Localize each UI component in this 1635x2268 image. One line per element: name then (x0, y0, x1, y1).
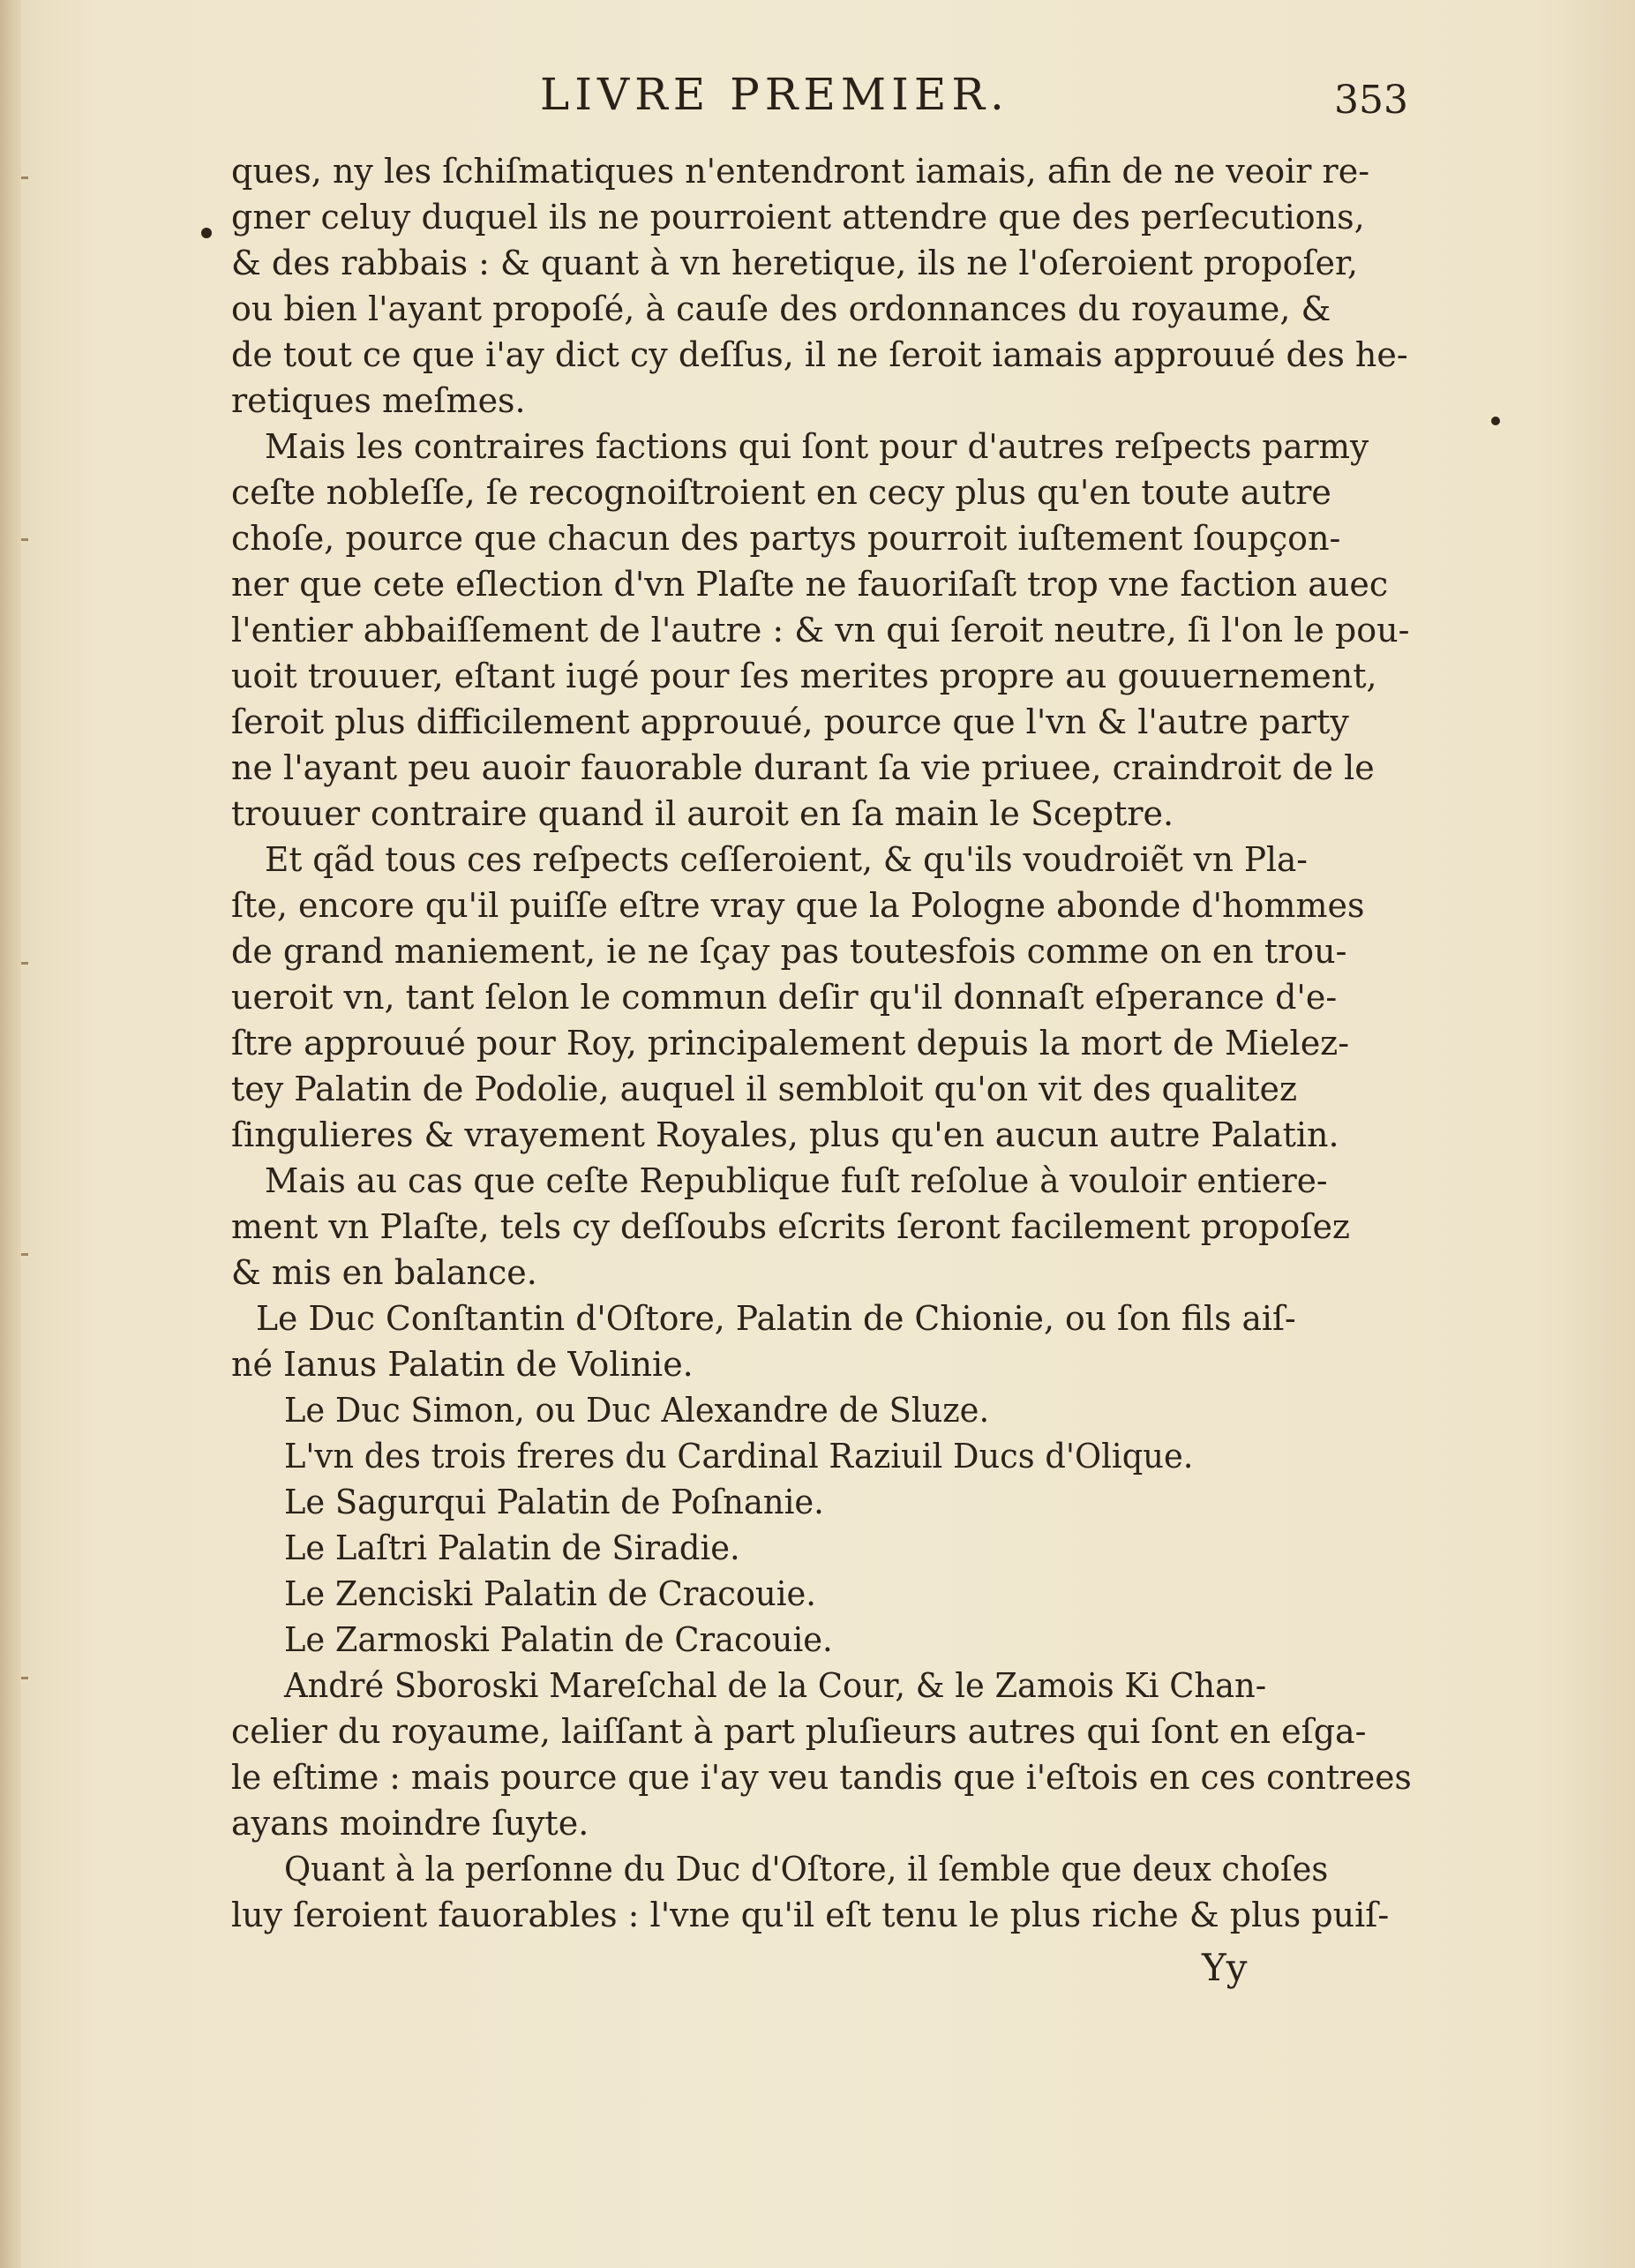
text-line: choſe, pource que chacun des partys pourroit iuſtement ſoupçon- (231, 519, 1341, 558)
text-line: ceſte nobleſſe, ſe recognoiſtroient en cecy plus qu'en toute autre (231, 473, 1331, 512)
edge-mark (21, 1253, 28, 1256)
text-line: gner celuy duquel ils ne pourroient attendre que des perſecutions, (231, 198, 1365, 237)
text-line: uoit trouuer, eſtant iugé pour ſes merites propre au gouuernement, (231, 657, 1377, 695)
list-item: né Ianus Palatin de Volinie. (231, 1345, 694, 1384)
list-item: Le Zenciski Palatin de Cracouie. (284, 1574, 816, 1613)
text-line: celier du royaume, laiſſant à part pluſieurs autres qui ſont en eſga- (231, 1712, 1367, 1751)
text-line: Mais les contraires factions qui ſont pour d'autres reſpects parmy (265, 427, 1369, 466)
edge-mark (21, 176, 28, 179)
edge-mark (21, 538, 28, 541)
text-line: ayans moindre ſuyte. (231, 1804, 589, 1843)
list-item: Le Sagurqui Palatin de Poſnanie. (284, 1483, 824, 1521)
text-line: ſtre approuué pour Roy, principalement depuis la mort de Mielez- (231, 1024, 1350, 1063)
text-line: ſingulieres & vrayement Royales, plus qu'en aucun autre Palatin. (231, 1115, 1339, 1154)
text-line: André Sboroski Mareſchal de la Cour, & le Zamois Ki Chan- (284, 1666, 1267, 1705)
text-line: de grand maniement, ie ne ſçay pas toutesfois comme on en trou- (231, 932, 1347, 971)
text-line: ne l'ayant peu auoir fauorable durant ſa vie priuee, craindroit de le (231, 748, 1375, 787)
catchword: Yy (1202, 1946, 1248, 1989)
page-header (0, 69, 1635, 139)
ink-spot (1491, 417, 1500, 425)
text-line: tey Palatin de Podolie, auquel il sembloit qu'on vit des qualitez (231, 1070, 1298, 1108)
running-title: LIVRE PREMIER. (540, 69, 1009, 120)
text-line: l'entier abbaiſſement de l'autre : & vn qui ſeroit neutre, ſi l'on le pou- (231, 611, 1410, 650)
list-item: Le Zarmoski Palatin de Cracouie. (284, 1620, 833, 1659)
text-line: Et qãd tous ces reſpects ceſſeroient, & qu'ils voudroiẽt vn Pla- (265, 840, 1308, 879)
text-line: trouuer contraire quand il auroit en ſa main le Sceptre. (231, 794, 1174, 833)
text-line: ner que cete eſlection d'vn Plaſte ne fauoriſaſt trop vne faction auec (231, 565, 1389, 604)
text-line: ment vn Plaſte, tels cy deſſoubs eſcrits ſeront facilement propoſez (231, 1207, 1350, 1246)
text-line: ueroit vn, tant ſelon le commun deſir qu'il donnaſt eſperance d'e- (231, 978, 1338, 1017)
ink-spot (201, 228, 212, 238)
text-line: ſeroit plus difficilement approuué, pource que l'vn & l'autre party (231, 702, 1349, 741)
edge-mark (21, 962, 28, 965)
text-line: ſte, encore qu'il puiſſe eſtre vray que la Pologne abonde d'hommes (231, 886, 1365, 925)
list-item: Le Duc Simon, ou Duc Alexandre de Sluze. (284, 1391, 990, 1430)
text-line: retiques meſmes. (231, 381, 526, 420)
list-item: L'vn des trois freres du Cardinal Raziuil Ducs d'Olique. (284, 1437, 1194, 1476)
text-line: Mais au cas que ceſte Republique fuſt reſolue à vouloir entiere- (265, 1161, 1328, 1200)
page-gutter (0, 0, 21, 2268)
text-line: & des rabbais : & quant à vn heretique, ils ne l'oſeroient propoſer, (231, 244, 1359, 282)
text-line: ou bien l'ayant propoſé, à cauſe des ordonnances du royaume, & (231, 289, 1331, 328)
text-line: ques, ny les ſchiſmatiques n'entendront iamais, afin de ne veoir re- (231, 152, 1370, 191)
text-line: de tout ce que i'ay dict cy deſſus, il ne ſeroit iamais approuué des he- (231, 335, 1408, 374)
text-line: luy ſeroient fauorables : l'vne qu'il eſt tenu le plus riche & plus puiſ- (231, 1896, 1390, 1934)
list-item: Le Duc Conſtantin d'Oſtore, Palatin de Chionie, ou ſon fils aiſ- (256, 1299, 1296, 1338)
edge-mark (21, 1677, 28, 1679)
text-line: & mis en balance. (231, 1253, 537, 1292)
text-line: Quant à la perſonne du Duc d'Oſtore, il ſemble que deux choſes (284, 1850, 1329, 1889)
text-line: le eſtime : mais pource que i'ay veu tandis que i'eſtois en ces contrees (231, 1758, 1412, 1797)
page-number: 353 (1334, 78, 1408, 123)
list-item: Le Laſtri Palatin de Siradie. (284, 1528, 740, 1567)
